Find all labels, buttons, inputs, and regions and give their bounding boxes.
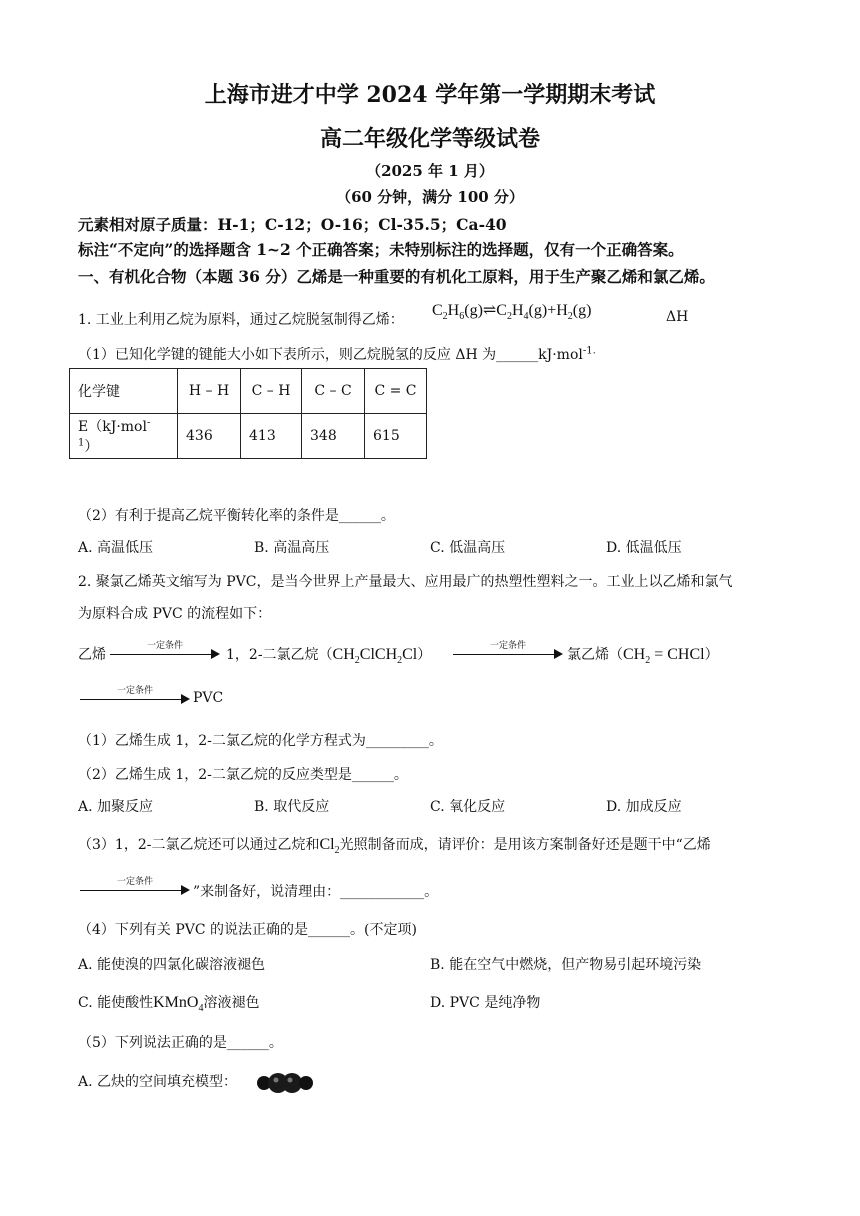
q1-delta-h: ΔH (666, 309, 689, 325)
table-header-cell: 化学键 (70, 369, 178, 414)
option-c: C. 氧化反应 (430, 799, 506, 815)
q1-stem: 1. 工业上利用乙烷为原料，通过乙烷脱氢制得乙烯： (78, 312, 404, 328)
option-a: A. 高温低压 (78, 540, 154, 556)
q1-part2: （2）有利于提高乙烷平衡转化率的条件是______。 (78, 508, 395, 524)
table-row (70, 414, 427, 459)
section-1-heading: 一、有机化合物（本题 36 分）乙烯是一种重要的有机化工原料，用于生产聚乙烯和氯乙烯。 (78, 267, 715, 286)
q1-part1: （1）已知化学键的键能大小如下表所示，则乙烷脱氢的反应 ΔH 为______kJ·mol$^{-1.}$ (78, 345, 596, 363)
flow-ethylene: 乙烯 (78, 647, 106, 663)
exam-title: 上海市进才中学 2024 学年第一学期期末考试 (204, 82, 656, 108)
flow-pvc: PVC (193, 690, 224, 706)
table-cell: H – H (178, 369, 241, 414)
q2-part5: （5）下列说法正确的是______。 (78, 1035, 283, 1051)
table-cell: 413 (241, 414, 302, 459)
q2-part3-line2: ”来制备好，说清理由：____________。 (193, 884, 439, 900)
reaction-arrow (80, 686, 190, 707)
flow-dichloroethane: 1，2-二氯乙烷$(CH_2ClCH_2Cl)$ (226, 646, 432, 667)
instructions: 标注“不定向”的选择题含 1~2 个正确答案；未特别标注的选择题，仅有一个正确答案。 (78, 240, 684, 259)
reaction-arrow (110, 641, 220, 662)
option-b: B. 取代反应 (254, 799, 330, 815)
condition-label: 一定条件 (116, 686, 153, 696)
exam-date: （2025 年 1 月） (366, 162, 494, 180)
q2-part1: （1）乙烯生成 1，2-二氯乙烷的化学方程式为_________。 (78, 733, 443, 749)
arrow-icon (181, 694, 190, 704)
option-c: C. 能使酸性KMnO$_4$溶液褪色 (78, 994, 260, 1015)
option-d: D. 加成反应 (606, 799, 682, 815)
option-a: A. 能使溴的四氯化碳溶液褪色 (78, 957, 266, 973)
condition-label: 一定条件 (116, 877, 153, 887)
table-cell: C – H (241, 369, 302, 414)
exam-duration: （60 分钟，满分 100 分） (336, 188, 524, 206)
option-d: D. 低温低压 (606, 540, 682, 556)
table-cell: 615 (365, 414, 427, 459)
q2-stem-line1: 2. 聚氯乙烯英文缩写为 PVC，是当今世界上产量最大、应用最广的热塑性塑料之一。工业上以乙烯和氯气 (78, 574, 733, 590)
table-cell: 436 (178, 414, 241, 459)
table-cell: 348 (302, 414, 365, 459)
atomic-masses: 元素相对原子质量：H-1；C-12；O-16；Cl-35.5；Ca-40 (78, 215, 507, 234)
arrow-icon (211, 649, 220, 659)
paper-title: 高二年级化学等级试卷 (319, 126, 540, 152)
option-b: B. 高温高压 (254, 540, 330, 556)
arrow-icon (554, 649, 563, 659)
acetylene-space-filling-model-icon (257, 1072, 313, 1094)
option-a: A. 乙炔的空间填充模型： (78, 1074, 238, 1090)
reaction-arrow (453, 641, 563, 662)
table-header-cell: E（kJ·mol$^{-1}$） (70, 414, 178, 459)
option-b: B. 能在空气中燃烧，但产物易引起环境污染 (430, 957, 702, 973)
q2-stem-line2: 为原料合成 PVC 的流程如下： (78, 606, 272, 622)
option-a: A. 加聚反应 (78, 799, 154, 815)
q2-part3-line1: （3）1，2-二氯乙烷还可以通过乙烷和$Cl_2$光照制备而成，请评价：是用该方案制备好还是题干中“乙烯 (78, 836, 711, 857)
reaction-arrow (80, 877, 190, 898)
condition-label: 一定条件 (146, 641, 183, 651)
table-row (70, 369, 427, 414)
table-cell: C = C (365, 369, 427, 414)
q2-part2: （2）乙烯生成 1，2-二氯乙烷的反应类型是______。 (78, 767, 408, 783)
condition-label: 一定条件 (489, 641, 526, 651)
bond-energy-table (69, 368, 427, 459)
flow-vinyl-chloride: 氯乙烯（$CH_2$ = CHCl） (567, 646, 719, 667)
q1-equation: $C_2H_6(g)\rightleftharpoons C_2H_4(g)+H_2(g)$ (432, 302, 592, 323)
table-cell: C – C (302, 369, 365, 414)
q2-part4: （4）下列有关 PVC 的说法正确的是______。(不定项) (78, 922, 417, 938)
option-d: D. PVC 是纯净物 (430, 995, 541, 1011)
arrow-icon (181, 885, 190, 895)
option-c: C. 低温高压 (430, 540, 506, 556)
